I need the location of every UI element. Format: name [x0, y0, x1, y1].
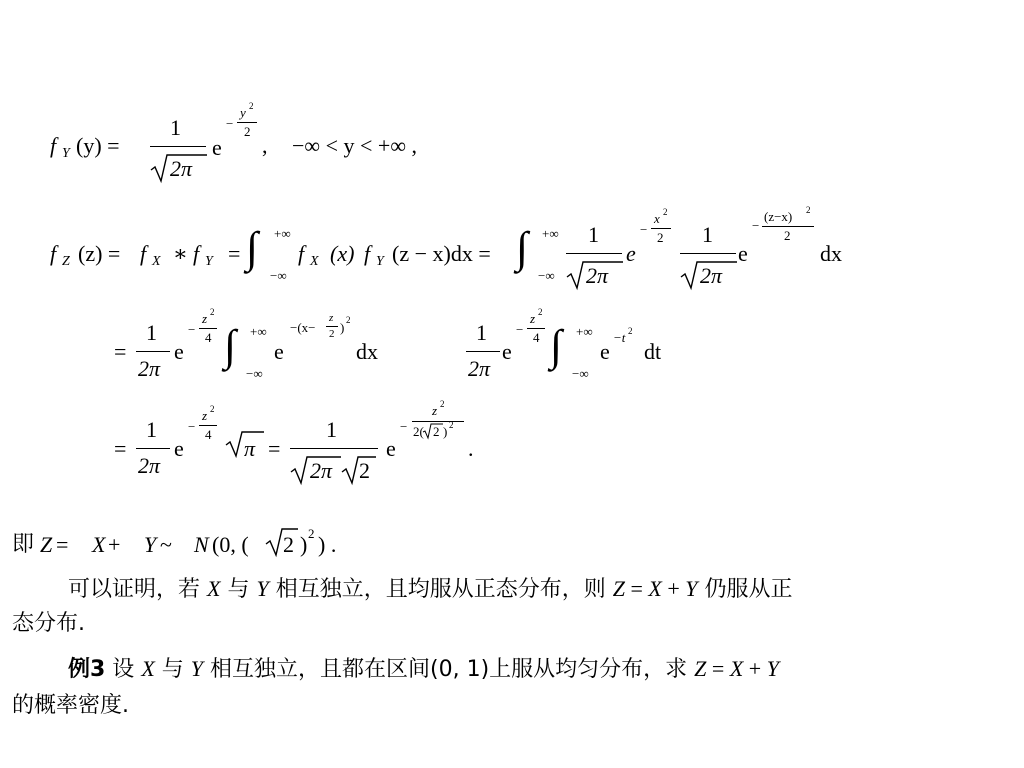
exp-bar [199, 328, 217, 329]
int-lower: −∞ [270, 268, 287, 283]
f-symbol: f [50, 241, 57, 266]
exp-minus-2: − [400, 419, 408, 434]
paren-open: (0, ( [212, 532, 249, 557]
exp-den-sqrt: 2 [433, 424, 440, 439]
paren-close: ) [300, 532, 308, 557]
var-z: Z [612, 576, 625, 601]
frac-bar-b [680, 253, 736, 254]
exp-x: x [654, 211, 660, 226]
exp-den: 2 [244, 124, 251, 139]
var-y-2: Y [685, 576, 698, 601]
fx-int: f [298, 241, 305, 266]
sqrt-sign-c [264, 526, 300, 558]
exp-den-b: 2 [784, 228, 791, 243]
exp-zx-pow: 2 [806, 205, 811, 215]
integral-sign-r: ∫ [550, 321, 563, 370]
text-b: 与 [220, 577, 257, 602]
e-symbol: e [174, 436, 184, 461]
example-line-1 [68, 658, 779, 681]
range: −∞ < y < +∞ , [292, 133, 417, 158]
frac-bar-2 [290, 448, 378, 449]
int-upper-r: +∞ [576, 324, 593, 339]
eq: = [114, 436, 127, 461]
one-r: 1 [476, 320, 487, 345]
eq2: = [268, 436, 281, 461]
frac-num: 1 [170, 115, 181, 140]
op-eq: = [56, 532, 69, 557]
exp-frac-bar [237, 122, 257, 123]
exp-inner-2: 2 [329, 328, 335, 340]
op-plus: + [108, 532, 121, 557]
exp-den-close: ) [443, 424, 448, 439]
exp-inner-z: z [329, 312, 334, 324]
fx-sub: X [152, 254, 161, 269]
exp-den-pow: 2 [449, 420, 454, 430]
exp-close: ) [340, 320, 345, 335]
star: ∗ [173, 241, 188, 266]
den-b: 2π [700, 263, 723, 288]
integral-sign-2: ∫ [516, 223, 529, 272]
int-upper: +∞ [250, 324, 267, 339]
e-symbol-2: e [274, 339, 284, 364]
exp-den: 4 [205, 330, 212, 345]
one-a: 1 [588, 222, 599, 247]
e-symbol: e [738, 241, 748, 266]
pow-2: 2 [308, 526, 315, 541]
text-b: 与 [154, 657, 191, 682]
twopi-r: 2π [468, 356, 491, 381]
exp-z2-pow: 2 [440, 399, 445, 409]
frac-bar [136, 351, 170, 352]
one: 1 [146, 417, 157, 442]
var-x: X [141, 656, 155, 681]
twopi: 2π [138, 453, 161, 478]
text-c: 相互独立，且都在区间(0, 1)上服从均匀分布，求 [203, 657, 695, 682]
exp-z-pow: 2 [210, 307, 215, 317]
den-a: 2π [586, 263, 609, 288]
zx-dx: (z − x)dx = [392, 241, 491, 266]
exp-z: z [202, 408, 208, 423]
frac-bar [136, 448, 170, 449]
exp-bar-r [527, 328, 545, 329]
example-line-2: 的概率密度. [12, 693, 129, 718]
arg-z: (z) = [78, 241, 121, 266]
exp-minus: − [226, 116, 234, 131]
var-x-2: X [729, 656, 744, 681]
e-symbol: e [174, 339, 184, 364]
one-2: 1 [326, 417, 337, 442]
fx: f [140, 241, 147, 266]
integral-sign: ∫ [246, 223, 259, 272]
frac-den: 2π [170, 156, 193, 181]
var-z: Z [694, 656, 707, 681]
fx-int-sub: X [310, 254, 319, 269]
exp-minus: − [188, 322, 196, 337]
int2-upper: +∞ [542, 226, 559, 241]
exp-z-pow: 2 [210, 404, 215, 414]
e-symbol: e [212, 135, 222, 160]
fy-sub: Y [205, 254, 213, 269]
comma: , [262, 133, 268, 158]
exp-inner-bar [326, 326, 338, 327]
int-upper: +∞ [274, 226, 291, 241]
sqrt-pi: π [244, 436, 256, 461]
exp-z-r: z [530, 311, 536, 326]
eq: = [228, 241, 241, 266]
exp-minus-a: − [640, 222, 648, 237]
var-y: Y [256, 576, 269, 601]
exp-z-pow-r: 2 [538, 307, 543, 317]
den-a: 2π [310, 458, 333, 483]
var-y: Y [144, 532, 157, 557]
arg-y: (y) = [76, 133, 120, 158]
e-italic: e [626, 241, 636, 266]
text-c: 相互独立，且均服从正态分布，则 [268, 577, 613, 602]
exp-t-pow: 2 [628, 326, 633, 336]
frac-bar-r [466, 351, 500, 352]
exp-z: z [202, 311, 208, 326]
op-plus: + [661, 576, 686, 601]
exp-z-2: z [432, 403, 438, 418]
exp-bar-a [651, 228, 671, 229]
example-label: 例3 [68, 657, 106, 682]
op-eq: = [706, 656, 730, 681]
exp-minus-b: − [752, 218, 760, 233]
exp-close-pow: 2 [346, 315, 351, 325]
twopi: 2π [138, 356, 161, 381]
exp-bar-b [762, 226, 814, 227]
exp-minus: − [188, 419, 196, 434]
int-lower: −∞ [246, 366, 263, 381]
exp-den-r: 4 [533, 330, 540, 345]
var-x: X [92, 532, 106, 557]
f-symbol: f [50, 133, 57, 158]
exp-bar [199, 425, 217, 426]
exp-den-a: 2 [657, 230, 664, 245]
e-symbol-t: e [600, 339, 610, 364]
exp-den: 4 [205, 427, 212, 442]
exp-den-2: 2( [413, 424, 424, 439]
var-x: X [207, 576, 221, 601]
var-y-2: Y [766, 656, 779, 681]
text-a: 设 [105, 657, 142, 682]
exp-inner: −(x− [290, 320, 316, 335]
e-symbol-2: e [386, 436, 396, 461]
exp-y-pow: 2 [249, 101, 254, 111]
frac-bar-a [566, 253, 622, 254]
subscript-y: Y [62, 146, 70, 161]
integral-sign: ∫ [224, 321, 237, 370]
text-d: 仍服从正 [697, 577, 793, 602]
sqrt-2: 2 [283, 532, 294, 557]
exp-t: −t [613, 330, 626, 345]
fraction-bar [150, 146, 206, 147]
dx: dx [820, 241, 842, 266]
one-b: 1 [702, 222, 713, 247]
paragraph-line-1 [68, 578, 793, 601]
paragraph-line-2: 态分布. [12, 611, 85, 636]
exp-minus-r: − [516, 322, 524, 337]
fy-int: f [364, 241, 371, 266]
exp-y: y [240, 105, 246, 120]
fy-int-sub: Y [376, 254, 384, 269]
var-y: Y [190, 656, 204, 681]
int-lower-r: −∞ [572, 366, 589, 381]
var-z: Z [40, 532, 53, 557]
op-sim: ~ [160, 532, 172, 557]
den-b: 2 [359, 458, 370, 483]
dx: dx [356, 339, 378, 364]
op-eq: = [624, 576, 649, 601]
one: 1 [146, 320, 157, 345]
int2-lower: −∞ [538, 268, 555, 283]
text-a: 可以证明，若 [68, 577, 207, 602]
eq: = [114, 339, 127, 364]
e-symbol-r: e [502, 339, 512, 364]
op-plus: + [743, 656, 767, 681]
subscript-z: Z [62, 254, 70, 269]
paren-end: ) . [318, 532, 337, 557]
fy: f [193, 241, 200, 266]
lead-char: 即 [12, 532, 35, 557]
period: . [468, 436, 474, 461]
var-n: N [194, 532, 209, 557]
x-arg: (x) [330, 241, 355, 266]
exp-zx: (z−x) [764, 209, 793, 224]
dt: dt [644, 339, 662, 364]
exp-x-pow: 2 [663, 207, 668, 217]
var-x-2: X [648, 576, 662, 601]
